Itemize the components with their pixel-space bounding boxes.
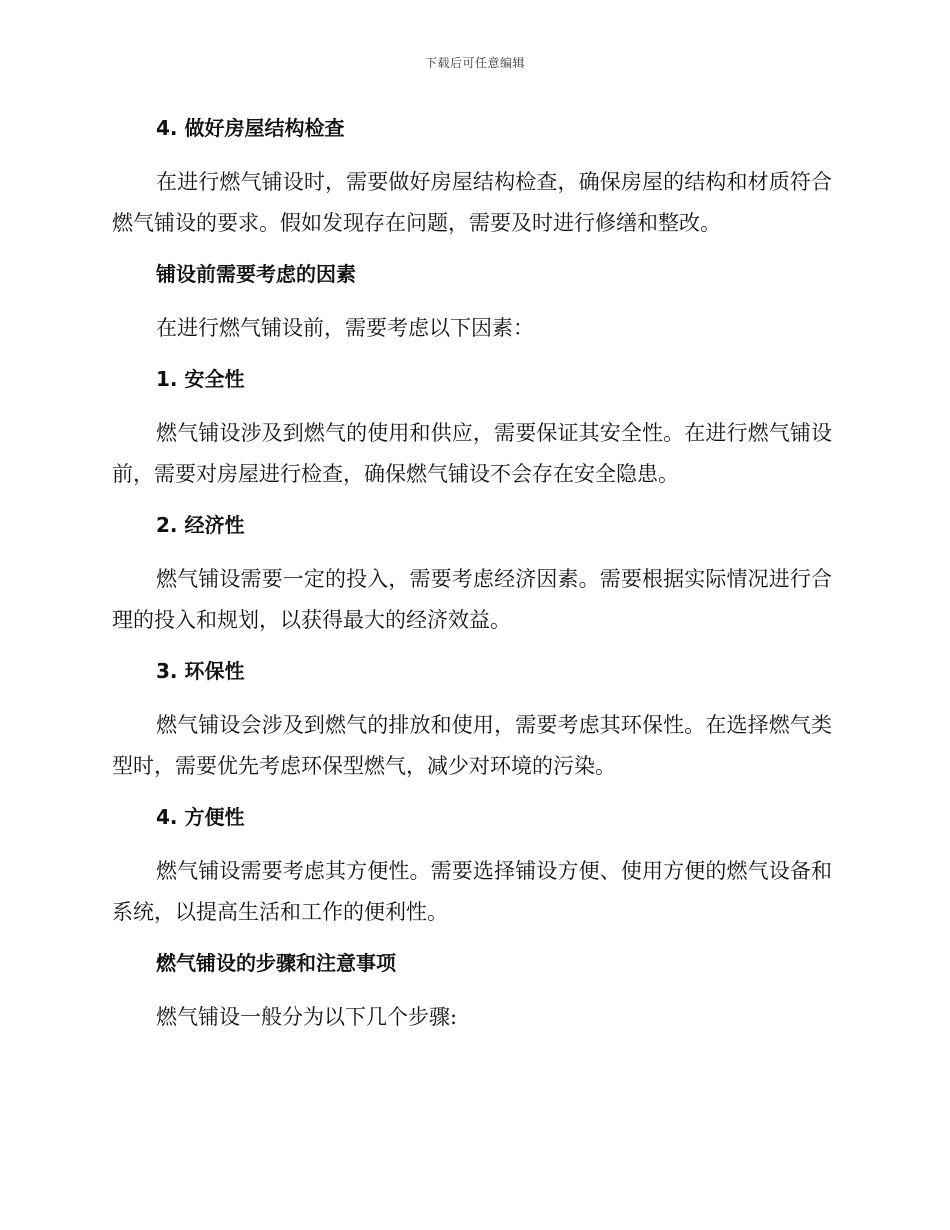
heading-safety: 1. 安全性 [156, 367, 245, 391]
para-structure-check: 在进行燃气铺设时，需要做好房屋结构检查，确保房屋的结构和材质符合燃气铺设的要求。假如发现存在问题，需要及时进行修缮和整改。 [112, 170, 832, 235]
para-economy: 燃气铺设需要一定的投入，需要考虑经济因素。需要根据实际情况进行合理的投入和规划，以获得最大的经济效益。 [112, 567, 832, 632]
heading-convenience: 4. 方便性 [156, 805, 245, 829]
para-factors-intro: 在进行燃气铺设前，需要考虑以下因素： [156, 316, 534, 340]
heading-economy: 2. 经济性 [156, 513, 245, 537]
heading-factors: 铺设前需要考虑的因素 [156, 262, 356, 286]
page-header-note: 下载后可任意编辑 [424, 56, 525, 70]
heading-steps: 燃气铺设的步骤和注意事项 [156, 951, 396, 975]
para-convenience: 燃气铺设需要考虑其方便性。需要选择铺设方便、使用方便的燃气设备和系统，以提高生活和工作的便利性。 [112, 859, 832, 924]
heading-structure-check: 4. 做好房屋结构检查 [156, 116, 345, 140]
para-steps-intro: 燃气铺设一般分为以下几个步骤: [156, 1005, 458, 1029]
para-environment: 燃气铺设会涉及到燃气的排放和使用，需要考虑其环保性。在选择燃气类型时，需要优先考虑环保型燃气，减少对环境的污染。 [112, 713, 832, 778]
document-body [112, 110, 832, 1050]
heading-environment: 3. 环保性 [156, 659, 245, 683]
para-safety: 燃气铺设涉及到燃气的使用和供应，需要保证其安全性。在进行燃气铺设前，需要对房屋进行检查，确保燃气铺设不会存在安全隐患。 [112, 421, 832, 486]
